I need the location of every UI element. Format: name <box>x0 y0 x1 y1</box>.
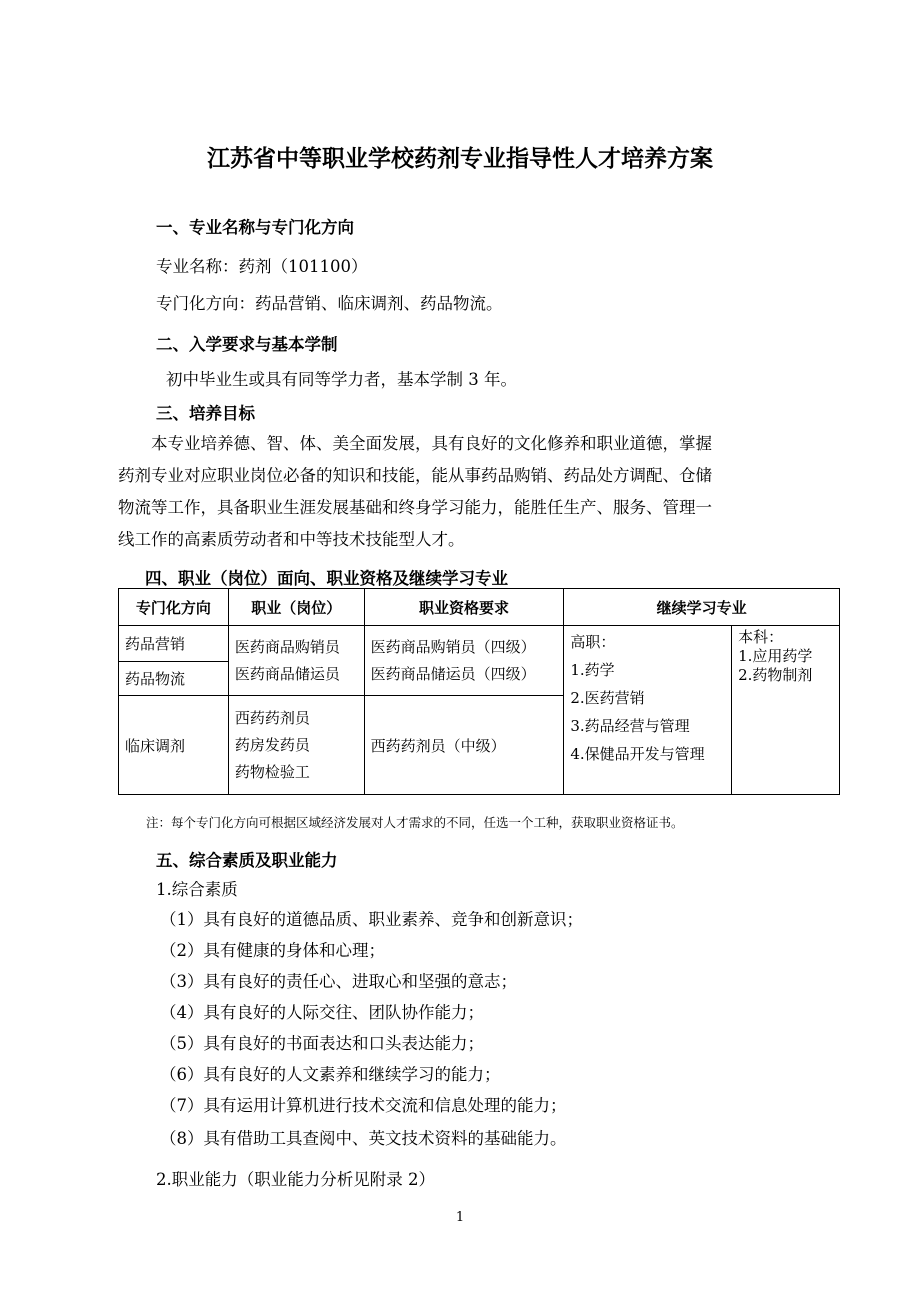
job-item: 药物检验工 <box>234 762 310 781</box>
further-study-item: 4.保健品开发与管理 <box>570 745 705 763</box>
table-header: 职业（岗位） <box>228 589 364 626</box>
admission-text: 初中毕业生或具有同等学力者，基本学制 3 年。 <box>166 370 517 389</box>
further-study-item: 2.药物制剂 <box>738 666 813 684</box>
job-item: 医药商品储运员 <box>234 664 340 683</box>
specialization-direction: 专门化方向：药品营销、临床调剂、药品物流。 <box>156 294 503 313</box>
section-1-heading: 一、专业名称与专门化方向 <box>156 218 354 237</box>
list-item: （5）具有良好的书面表达和口头表达能力； <box>160 1034 484 1053</box>
table-cell: 药品营销 <box>119 626 229 662</box>
qualification-item: 医药商品购销员（四级） <box>370 637 536 656</box>
table-header: 职业资格要求 <box>364 589 564 626</box>
section-5-heading: 五、综合素质及职业能力 <box>156 851 338 870</box>
list-item: （4）具有良好的人际交往、团队协作能力； <box>160 1003 484 1022</box>
further-study-item: 高职： <box>570 633 616 651</box>
list-item: （1）具有良好的道德品质、职业素养、竞争和创新意识； <box>160 910 583 929</box>
table-cell: 临床调剂 <box>119 696 229 795</box>
list-item: （7）具有运用计算机进行技术交流和信息处理的能力； <box>160 1096 567 1115</box>
job-item: 药房发药员 <box>234 735 310 754</box>
table-header: 继续学习专业 <box>564 589 840 626</box>
further-study-item: 2.医药营销 <box>570 689 645 707</box>
job-item: 西药药剂员 <box>234 708 310 727</box>
paragraph-line: 物流等工作，具备职业生涯发展基础和终身学习能力，能胜任生产、服务、管理一 <box>118 498 712 517</box>
table-note: 注：每个专门化方向可根据区域经济发展对人才需求的不同，任选一个工种，获取职业资格证书。 <box>146 815 684 830</box>
list-item: （6）具有良好的人文素养和继续学习的能力； <box>160 1065 501 1084</box>
further-study-item: 1.应用药学 <box>738 647 813 665</box>
paragraph-line: 本专业培养德、智、体、美全面发展，具有良好的文化修养和职业道德，掌握 <box>151 434 712 453</box>
document-title: 江苏省中等职业学校药剂专业指导性人才培养方案 <box>207 146 713 172</box>
career-table <box>118 588 840 795</box>
list-item: （2）具有健康的身体和心理； <box>160 941 385 960</box>
subsection-heading: 2.职业能力（职业能力分析见附录 2） <box>156 1170 435 1189</box>
paragraph-line: 药剂专业对应职业岗位必备的知识和技能，能从事药品购销、药品处方调配、仓储 <box>118 466 712 485</box>
training-goal-paragraph <box>118 428 798 556</box>
table-cell-qualification: 西药药剂员（中级） <box>364 696 564 795</box>
paragraph-line: 线工作的高素质劳动者和中等技术技能型人才。 <box>118 530 465 549</box>
further-study-item: 3.药品经营与管理 <box>570 717 690 735</box>
list-item: （8）具有借助工具查阅中、英文技术资料的基础能力。 <box>160 1129 567 1148</box>
qualification-item: 医药商品储运员（四级） <box>370 664 536 683</box>
section-3-heading: 三、培养目标 <box>156 404 255 423</box>
table-cell-jobs <box>228 626 364 696</box>
table-header: 专门化方向 <box>119 589 229 626</box>
further-study-item: 1.药学 <box>570 661 615 679</box>
major-name: 专业名称：药剂（101100） <box>156 257 368 276</box>
section-2-heading: 二、入学要求与基本学制 <box>156 335 338 354</box>
table-cell-undergraduate <box>732 626 840 795</box>
table-cell-higher-vocational <box>564 626 732 795</box>
table-cell-qualification <box>364 626 564 696</box>
section-4-heading: 四、职业（岗位）面向、职业资格及继续学习专业 <box>145 569 508 588</box>
subsection-heading: 1.综合素质 <box>156 880 238 899</box>
table-cell-jobs <box>228 696 364 795</box>
page-number: 1 <box>455 1210 465 1225</box>
further-study-item: 本科： <box>738 628 784 646</box>
list-item: （3）具有良好的责任心、进取心和坚强的意志； <box>160 972 517 991</box>
table-cell: 药品物流 <box>119 662 229 696</box>
job-item: 医药商品购销员 <box>234 637 340 656</box>
